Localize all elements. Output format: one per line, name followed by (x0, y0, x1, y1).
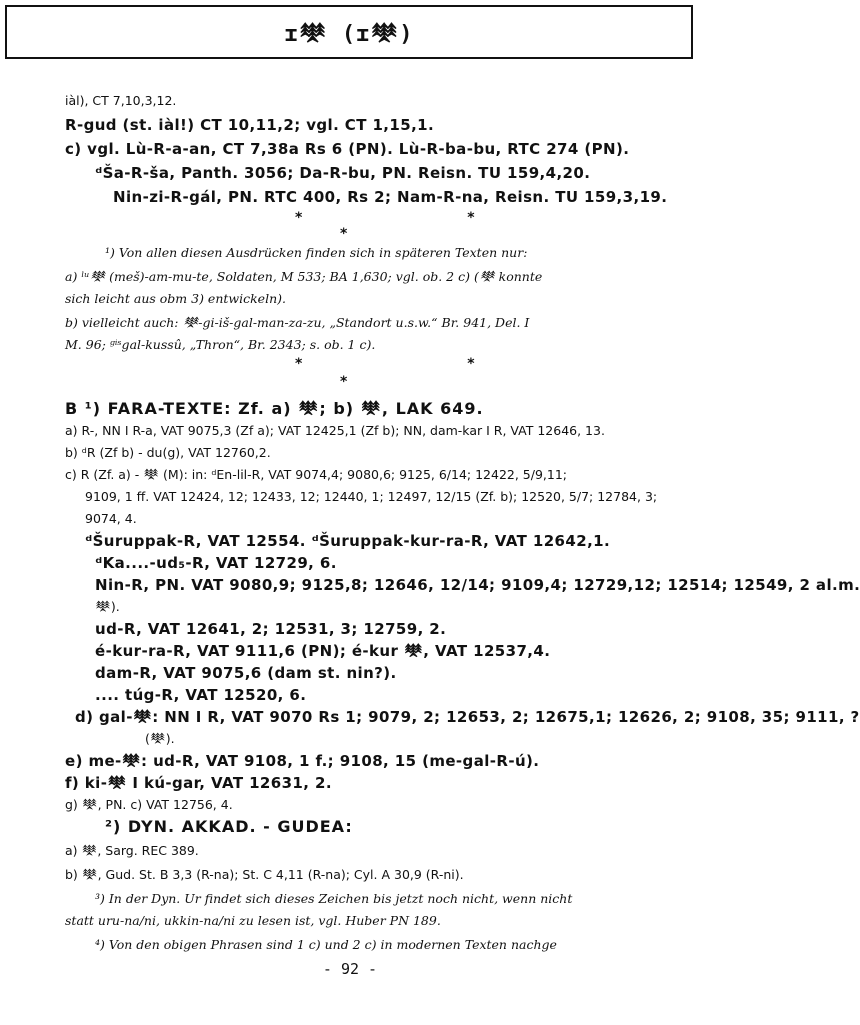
text-line-l20: 𒋧). (95, 599, 120, 614)
cuneiform-sign-title: ɪ𒋧 (ɪ𒋧) (284, 22, 414, 47)
text-line-l16: 9074, 4. (85, 511, 137, 526)
page-number: - 92 - (322, 960, 378, 978)
text-line-l5: Nin-zi-R-gál, PN. RTC 400, Rs 2; Nam-R-na, Reisn. TU 159,3,19. (113, 188, 668, 206)
text-line-l18: ᵈKa....-ud₅-R, VAT 12729, 6. (95, 554, 337, 572)
text-line-l34: statt uru-na/ni, ukkin-na/ni zu lesen ist, vgl. Huber PN 189. (65, 913, 441, 928)
text-line-l22: é-kur-ra-R, VAT 9111,6 (PN); é-kur 𒋧, VAT 12537,4. (95, 642, 551, 660)
text-line-l25: d) gal-𒋧: NN I R, VAT 9070 Rs 1; 9079, 2; 12653, 2; 12675,1; 12626, 2; 9108, 35; 9111, ? (75, 708, 860, 726)
text-line-l6: ¹) Von allen diesen Ausdrücken finden sich in späteren Texten nur: (105, 245, 528, 260)
text-line-l29: g) 𒋧, PN. c) VAT 12756, 4. (65, 797, 233, 812)
text-line-l4: ᵈŠa-R-ša, Panth. 3056; Da-R-bu, PN. Reisn. TU 159,4,20. (95, 164, 591, 182)
text-line-l27: e) me-𒋧: ud-R, VAT 9108, 1 f.; 9108, 15 (me-gal-R-ú). (65, 752, 540, 770)
text-line-l31: a) 𒋧, Sarg. REC 389. (65, 843, 199, 858)
text-line-l12: a) R-, NN I R-a, VAT 9075,3 (Zf a); VAT 12425,1 (Zf b); NN, dam-kar I R, VAT 12646, 13. (65, 423, 605, 438)
header-box (5, 5, 693, 59)
text-line-l21: ud-R, VAT 12641, 2; 12531, 3; 12759, 2. (95, 620, 447, 638)
section-divider-stars: * * (295, 356, 555, 372)
text-line-l33: ³) In der Dyn. Ur findet sich dieses Zeichen bis jetzt noch nicht, wenn nicht (95, 891, 573, 906)
text-line-l8: sich leicht aus obm 3) entwickeln). (65, 291, 286, 306)
text-line-l32: b) 𒋧, Gud. St. B 3,3 (R-na); St. C 4,11 (R-na); Cyl. A 30,9 (R-ni). (65, 867, 464, 882)
text-line-l26: (𒋧). (145, 731, 175, 746)
text-line-l13: b) ᵈR (Zf b) - du(g), VAT 12760,2. (65, 445, 271, 460)
text-line-l17: ᵈŠuruppak-R, VAT 12554. ᵈŠuruppak-kur-ra-R, VAT 12642,1. (85, 532, 611, 550)
text-line-l10: M. 96; ᵍⁱˢgal-kussû, „Thron“, Br. 2343; s. ob. 1 c). (65, 337, 376, 352)
text-line-l19: Nin-R, PN. VAT 9080,9; 9125,8; 12646, 12/14; 9109,4; 12729,12; 12514; 12549, 2 al.m. (95, 576, 860, 594)
text-line-l9: b) vielleicht auch: 𒋧-gi-iš-gal-man-za-zu, „Standort u.s.w.“ Br. 941, Del. I (65, 315, 530, 330)
section-divider-stars: * * (295, 210, 555, 226)
text-line-l30: ²) DYN. AKKAD. - GUDEA: (105, 817, 353, 836)
text-line-l24: .... túg-R, VAT 12520, 6. (95, 686, 307, 704)
text-line-l2: R-gud (st. iàl!) CT 10,11,2; vgl. CT 1,15,1. (65, 116, 435, 134)
text-line-l1: iàl), CT 7,10,3,12. (65, 93, 177, 108)
text-line-l7: a) ˡᵘ𒋧 (meš)-am-mu-te, Soldaten, M 533; BA 1,630; vgl. ob. 2 c) (𒋧 konnte (65, 269, 543, 284)
text-line-l23: dam-R, VAT 9075,6 (dam st. nin?). (95, 664, 397, 682)
text-line-l14: c) R (Zf. a) - 𒋧 (M): in: ᵈEn-lil-R, VAT 9074,4; 9080,6; 9125, 6/14; 12422, 5/9,11; (65, 467, 568, 482)
section-divider-stars: * (340, 226, 428, 242)
text-line-l11: B ¹) FARA-TEXTE: Zf. a) 𒋧; b) 𒋧, LAK 649. (65, 399, 484, 418)
section-divider-stars: * (340, 374, 428, 390)
text-line-l35: ⁴) Von den obigen Phrasen sind 1 c) und 2 c) in modernen Texten nachge (95, 937, 557, 952)
text-line-l15: 9109, 1 ff. VAT 12424, 12; 12433, 12; 12440, 1; 12497, 12/15 (Zf. b); 12520, 5/7; 12784, 3; (85, 489, 658, 504)
text-line-l28: f) ki-𒋧 I kú-gar, VAT 12631, 2. (65, 774, 332, 792)
text-line-l3: c) vgl. Lù-R-a-an, CT 7,38a Rs 6 (PN). Lù-R-ba-bu, RTC 274 (PN). (65, 140, 630, 158)
